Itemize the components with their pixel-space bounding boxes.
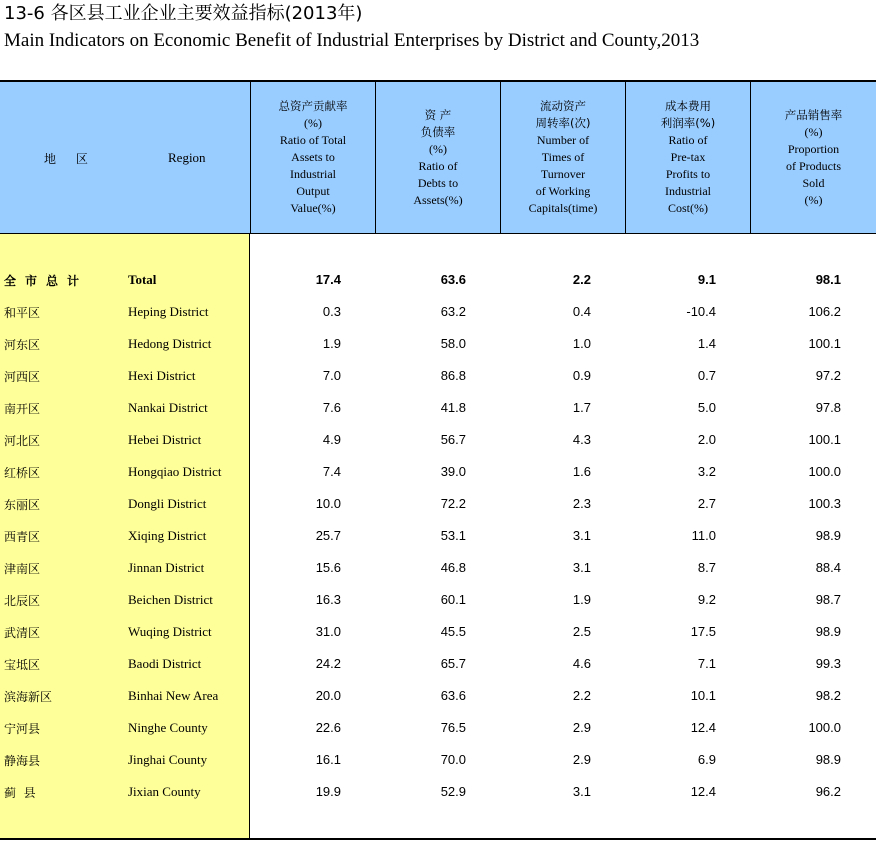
row-name-en: Heping District [128, 304, 209, 319]
cell-value: 2.0 [697, 432, 716, 447]
cell-value: 15.6 [315, 560, 341, 575]
row-name-en: Binhai New Area [128, 688, 219, 703]
cell-value: 60.1 [440, 592, 466, 607]
col2-unit: (%) [428, 141, 447, 156]
cell-value: 3.1 [572, 560, 591, 575]
col3-en-4: of Working [535, 184, 591, 198]
header-divider [750, 82, 751, 233]
table-row [0, 424, 876, 456]
row-name-en: Total [128, 272, 157, 287]
cell-value: 100.0 [808, 464, 841, 479]
row-name-cn: 滨海新区 [4, 690, 53, 704]
col1-en-4: Output [296, 184, 330, 198]
col5-en-4: (%) [804, 192, 823, 207]
row-name-en: Hongqiao District [128, 464, 222, 479]
row-name-cn: 西青区 [4, 530, 41, 544]
cell-value: 1.9 [322, 336, 341, 351]
row-name-en: Ninghe County [128, 720, 208, 735]
row-name-en: Baodi District [128, 656, 202, 671]
header-divider [250, 82, 251, 233]
header-divider [625, 82, 626, 233]
header-divider [500, 82, 501, 233]
table-row [0, 744, 876, 776]
cell-value: 98.9 [815, 624, 841, 639]
cell-value: 3.1 [572, 784, 591, 799]
cell-value: 97.8 [815, 400, 841, 415]
col4-en-2: Pre-tax [670, 150, 706, 164]
cell-value: 39.0 [440, 464, 466, 479]
cell-value: 2.2 [572, 272, 591, 287]
table-row [0, 616, 876, 648]
cell-value: 20.0 [315, 688, 341, 703]
row-name-en: Hedong District [128, 336, 212, 351]
cell-value: 0.7 [697, 368, 716, 383]
header-col-1 [251, 82, 375, 233]
table-row [0, 456, 876, 488]
row-name-cn: 津南区 [4, 562, 41, 576]
cell-value: 7.6 [322, 400, 341, 415]
cell-value: 10.1 [690, 688, 716, 703]
cell-value: 0.9 [572, 368, 591, 383]
cell-value: 1.9 [572, 592, 591, 607]
row-name-cn: 宁河县 [4, 722, 41, 736]
header-col-4 [626, 82, 750, 233]
cell-value: 45.5 [440, 624, 466, 639]
header-region-cn: 地 区 [44, 152, 96, 166]
col5-en-2: of Products [786, 158, 841, 173]
col3-cn: 流动资产 [540, 99, 586, 113]
row-name-en: Hebei District [128, 432, 202, 447]
table-header [0, 82, 876, 234]
col3-en-5: Capitals(time) [528, 201, 598, 215]
col2-en-1: Ratio of [418, 158, 458, 173]
cell-value: 100.1 [808, 432, 841, 447]
col2-cn2: 负债率 [420, 124, 456, 139]
cell-value: 1.6 [572, 464, 591, 479]
col3-en-2: Times of [541, 150, 585, 164]
cell-value: 6.9 [697, 752, 716, 767]
cell-value: 24.2 [315, 656, 341, 671]
bottom-rule [0, 838, 876, 840]
col2-en-3: Assets(%) [413, 192, 463, 207]
cell-value: 11.0 [691, 528, 716, 543]
cell-value: 65.7 [440, 656, 466, 671]
col4-en-4: Industrial [665, 184, 711, 198]
header-region-en: Region [168, 150, 206, 165]
cell-value: 7.0 [322, 368, 341, 383]
cell-value: 70.0 [440, 752, 466, 767]
header-col-5 [751, 82, 876, 233]
col5-en-3: Sold [802, 175, 825, 190]
table-row-total [0, 264, 876, 296]
cell-value: 17.4 [315, 272, 341, 287]
col1-en-5: Value(%) [290, 201, 336, 215]
col1-cn: 总资产贡献率 [278, 99, 348, 113]
col4-en-3: Profits to [665, 167, 711, 181]
table-row [0, 296, 876, 328]
cell-value: 106.2 [808, 304, 841, 319]
row-name-cn: 南开区 [4, 402, 41, 416]
col5-unit: (%) [804, 124, 823, 139]
table-row [0, 776, 876, 808]
cell-value: 16.3 [315, 592, 341, 607]
col3-en-3: Turnover [540, 167, 586, 181]
cell-value: 1.0 [572, 336, 591, 351]
col4-cn2: 利润率(%) [660, 116, 716, 130]
row-name-cn: 蓟 县 [4, 786, 36, 800]
header-col-3 [501, 82, 625, 233]
cell-value: 98.9 [815, 752, 841, 767]
cell-value: 12.4 [690, 720, 716, 735]
cell-value: 7.4 [322, 464, 341, 479]
row-name-cn: 河西区 [4, 370, 41, 384]
row-name-cn: 东丽区 [4, 498, 41, 512]
col5-en-1: Proportion [787, 141, 840, 156]
table-row [0, 488, 876, 520]
col5-cn: 产品销售率 [784, 107, 843, 122]
cell-value: 98.1 [815, 272, 841, 287]
col2-en-2: Debts to [417, 175, 459, 190]
table-row [0, 680, 876, 712]
row-name-en: Jinghai County [128, 752, 208, 767]
row-name-cn: 宝坻区 [4, 658, 41, 672]
cell-value: 4.3 [572, 432, 591, 447]
cell-value: 1.4 [697, 336, 716, 351]
cell-value: 41.8 [440, 400, 466, 415]
cell-value: 4.9 [322, 432, 341, 447]
row-name-cn: 和平区 [4, 306, 41, 320]
table-title-english: Main Indicators on Economic Benefit of Industrial Enterprises by District and County,2013 [4, 30, 700, 51]
cell-value: 97.2 [815, 368, 841, 383]
cell-value: 17.5 [690, 624, 716, 639]
cell-value: 4.6 [572, 656, 591, 671]
table-row [0, 712, 876, 744]
cell-value: 19.9 [315, 784, 341, 799]
cell-value: 98.2 [815, 688, 841, 703]
cell-value: 63.6 [440, 688, 466, 703]
col4-en-5: Cost(%) [668, 201, 708, 215]
table-row [0, 584, 876, 616]
row-name-cn: 全市总计 [4, 274, 89, 288]
cell-value: 76.5 [440, 720, 466, 735]
cell-value: 52.9 [440, 784, 466, 799]
cell-value: -10.4 [686, 304, 716, 319]
table-row [0, 552, 876, 584]
cell-value: 25.7 [315, 528, 341, 543]
col1-unit: (%) [304, 116, 322, 130]
cell-value: 2.3 [572, 496, 591, 511]
header-divider [375, 82, 376, 233]
table-row [0, 520, 876, 552]
table-body [0, 264, 876, 808]
cell-value: 3.2 [697, 464, 716, 479]
row-name-en: Jinnan District [128, 560, 205, 575]
cell-value: 2.5 [572, 624, 591, 639]
row-name-cn: 北辰区 [4, 594, 41, 608]
table-row [0, 328, 876, 360]
cell-value: 0.4 [572, 304, 591, 319]
cell-value: 2.9 [572, 752, 591, 767]
row-name-cn: 静海县 [4, 754, 41, 768]
cell-value: 5.0 [697, 400, 716, 415]
table-row [0, 392, 876, 424]
cell-value: 99.3 [815, 656, 841, 671]
cell-value: 16.1 [315, 752, 341, 767]
row-name-en: Jixian County [128, 784, 201, 799]
col1-en-3: Industrial [290, 167, 336, 181]
cell-value: 96.2 [815, 784, 841, 799]
cell-value: 63.2 [440, 304, 466, 319]
col4-cn: 成本费用 [665, 99, 711, 113]
row-name-cn: 红桥区 [4, 466, 41, 480]
cell-value: 98.9 [815, 528, 841, 543]
col1-en-1: Ratio of Total [279, 133, 347, 147]
row-name-en: Beichen District [128, 592, 213, 607]
col1-en-2: Assets to [291, 150, 335, 164]
cell-value: 86.8 [440, 368, 466, 383]
row-name-en: Dongli District [128, 496, 207, 511]
row-name-cn: 河东区 [4, 338, 41, 352]
col2-cn: 资 产 [424, 107, 452, 122]
cell-value: 3.1 [572, 528, 591, 543]
header-col-2 [376, 82, 500, 233]
cell-value: 53.1 [440, 528, 466, 543]
cell-value: 8.7 [697, 560, 716, 575]
cell-value: 63.6 [440, 272, 466, 287]
cell-value: 100.0 [808, 720, 841, 735]
cell-value: 22.6 [315, 720, 341, 735]
col3-en-1: Number of [536, 133, 590, 147]
cell-value: 9.2 [697, 592, 716, 607]
row-name-en: Xiqing District [128, 528, 207, 543]
cell-value: 72.2 [440, 496, 466, 511]
table-row [0, 360, 876, 392]
row-name-cn: 武清区 [4, 626, 41, 640]
cell-value: 31.0 [315, 624, 341, 639]
cell-value: 7.1 [697, 656, 716, 671]
row-name-cn: 河北区 [4, 434, 41, 448]
cell-value: 1.7 [572, 400, 591, 415]
cell-value: 100.1 [808, 336, 841, 351]
cell-value: 2.2 [572, 688, 591, 703]
table-title-chinese: 13-6 各区县工业企业主要效益指标(2013年) [4, 3, 363, 24]
cell-value: 58.0 [440, 336, 466, 351]
col3-cn2: 周转率(次) [535, 116, 591, 130]
cell-value: 2.7 [697, 496, 716, 511]
table-row [0, 648, 876, 680]
row-name-en: Wuqing District [128, 624, 212, 639]
cell-value: 46.8 [440, 560, 466, 575]
cell-value: 2.9 [572, 720, 591, 735]
cell-value: 0.3 [322, 304, 341, 319]
cell-value: 56.7 [440, 432, 466, 447]
cell-value: 12.4 [690, 784, 716, 799]
row-name-en: Hexi District [128, 368, 196, 383]
row-name-en: Nankai District [128, 400, 208, 415]
cell-value: 98.7 [815, 592, 841, 607]
cell-value: 10.0 [315, 496, 341, 511]
col4-en-1: Ratio of [668, 133, 708, 147]
cell-value: 88.4 [815, 560, 841, 575]
cell-value: 9.1 [697, 272, 716, 287]
cell-value: 100.3 [808, 496, 841, 511]
